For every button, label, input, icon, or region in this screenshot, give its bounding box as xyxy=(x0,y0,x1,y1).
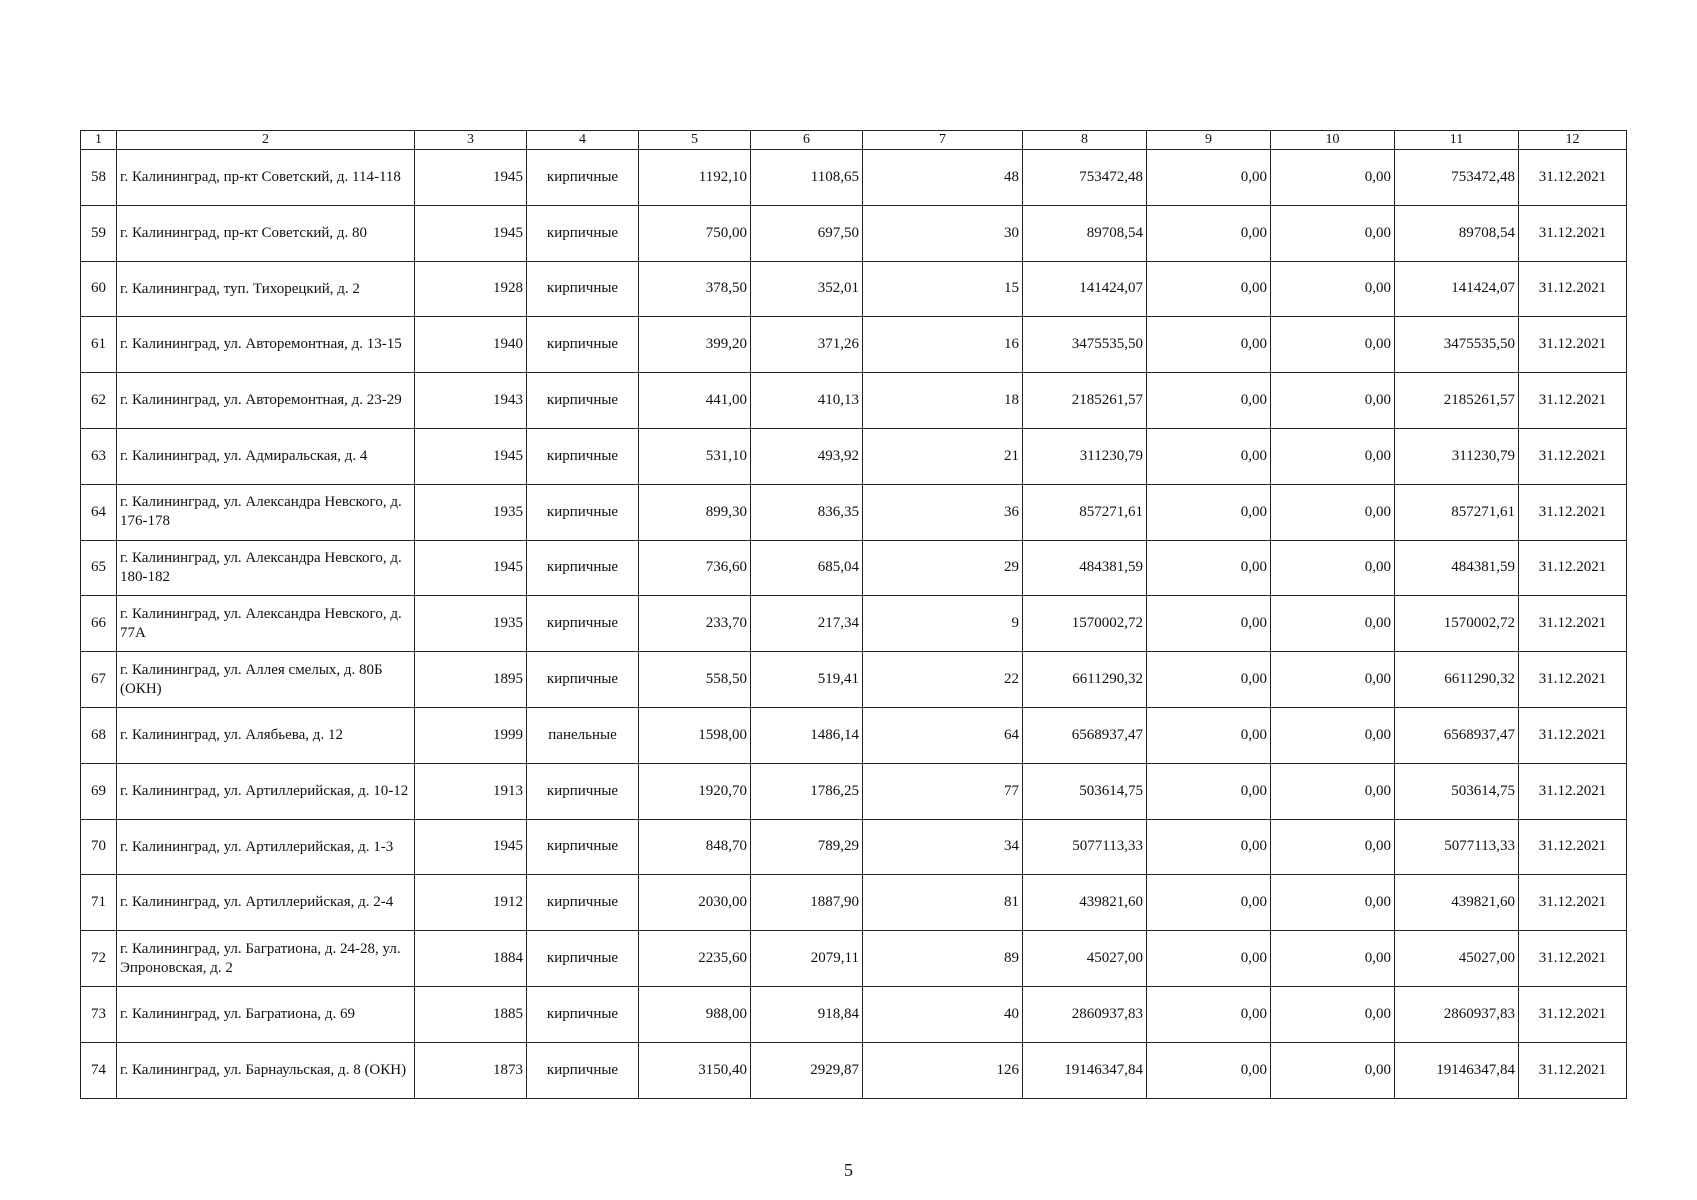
row-number-cell: 72 xyxy=(81,931,117,987)
housing-register-table xyxy=(80,130,1627,1099)
address-cell: г. Калининград, ул. Барнаульская, д. 8 (ОКН) xyxy=(117,1042,415,1098)
value-col-8-cell: 484381,59 xyxy=(1023,540,1147,596)
wall-material-cell: кирпичные xyxy=(527,540,639,596)
completion-date-cell: 31.12.2021 xyxy=(1519,373,1627,429)
row-number-cell: 64 xyxy=(81,484,117,540)
row-number-cell: 74 xyxy=(81,1042,117,1098)
completion-date-cell: 31.12.2021 xyxy=(1519,484,1627,540)
completion-date-cell: 31.12.2021 xyxy=(1519,986,1627,1042)
build-year-cell: 1885 xyxy=(415,986,527,1042)
address-cell: г. Калининград, ул. Александра Невского, д. 77А xyxy=(117,596,415,652)
value-col-5-cell: 233,70 xyxy=(639,596,751,652)
address-cell: г. Калининград, туп. Тихорецкий, д. 2 xyxy=(117,261,415,317)
wall-material-cell: кирпичные xyxy=(527,652,639,708)
value-col-10-cell: 0,00 xyxy=(1271,596,1395,652)
value-col-10-cell: 0,00 xyxy=(1271,261,1395,317)
build-year-cell: 1912 xyxy=(415,875,527,931)
build-year-cell: 1945 xyxy=(415,205,527,261)
value-col-11-cell: 2860937,83 xyxy=(1395,986,1519,1042)
table-row xyxy=(81,1042,1627,1098)
value-col-9-cell: 0,00 xyxy=(1147,205,1271,261)
wall-material-cell: кирпичные xyxy=(527,484,639,540)
build-year-cell: 1945 xyxy=(415,428,527,484)
value-col-8-cell: 857271,61 xyxy=(1023,484,1147,540)
row-number-cell: 71 xyxy=(81,875,117,931)
value-col-6-cell: 789,29 xyxy=(751,819,863,875)
value-col-7-cell: 21 xyxy=(863,428,1023,484)
value-col-9-cell: 0,00 xyxy=(1147,819,1271,875)
row-number-cell: 60 xyxy=(81,261,117,317)
value-col-8-cell: 311230,79 xyxy=(1023,428,1147,484)
table-row xyxy=(81,317,1627,373)
document-sheet xyxy=(80,130,1627,1099)
column-header-4: 4 xyxy=(527,131,639,150)
value-col-6-cell: 685,04 xyxy=(751,540,863,596)
build-year-cell: 1935 xyxy=(415,484,527,540)
value-col-10-cell: 0,00 xyxy=(1271,875,1395,931)
wall-material-cell: кирпичные xyxy=(527,261,639,317)
value-col-5-cell: 750,00 xyxy=(639,205,751,261)
value-col-8-cell: 503614,75 xyxy=(1023,763,1147,819)
value-col-11-cell: 1570002,72 xyxy=(1395,596,1519,652)
column-header-5: 5 xyxy=(639,131,751,150)
address-cell: г. Калининград, ул. Алябьева, д. 12 xyxy=(117,707,415,763)
column-header-9: 9 xyxy=(1147,131,1271,150)
row-number-cell: 58 xyxy=(81,150,117,206)
value-col-11-cell: 5077113,33 xyxy=(1395,819,1519,875)
value-col-11-cell: 484381,59 xyxy=(1395,540,1519,596)
value-col-5-cell: 1192,10 xyxy=(639,150,751,206)
wall-material-cell: панельные xyxy=(527,707,639,763)
table-row xyxy=(81,373,1627,429)
value-col-9-cell: 0,00 xyxy=(1147,150,1271,206)
value-col-7-cell: 48 xyxy=(863,150,1023,206)
build-year-cell: 1945 xyxy=(415,150,527,206)
address-cell: г. Калининград, ул. Авторемонтная, д. 23-29 xyxy=(117,373,415,429)
column-number-row xyxy=(81,131,1627,150)
value-col-9-cell: 0,00 xyxy=(1147,317,1271,373)
value-col-9-cell: 0,00 xyxy=(1147,763,1271,819)
address-cell: г. Калининград, пр-кт Советский, д. 80 xyxy=(117,205,415,261)
build-year-cell: 1884 xyxy=(415,931,527,987)
row-number-cell: 66 xyxy=(81,596,117,652)
completion-date-cell: 31.12.2021 xyxy=(1519,652,1627,708)
value-col-8-cell: 1570002,72 xyxy=(1023,596,1147,652)
value-col-5-cell: 3150,40 xyxy=(639,1042,751,1098)
value-col-5-cell: 2030,00 xyxy=(639,875,751,931)
table-row xyxy=(81,484,1627,540)
address-cell: г. Калининград, ул. Артиллерийская, д. 1-3 xyxy=(117,819,415,875)
value-col-10-cell: 0,00 xyxy=(1271,1042,1395,1098)
value-col-10-cell: 0,00 xyxy=(1271,707,1395,763)
build-year-cell: 1873 xyxy=(415,1042,527,1098)
value-col-8-cell: 141424,07 xyxy=(1023,261,1147,317)
wall-material-cell: кирпичные xyxy=(527,373,639,429)
address-cell: г. Калининград, пр-кт Советский, д. 114-118 xyxy=(117,150,415,206)
column-header-7: 7 xyxy=(863,131,1023,150)
value-col-8-cell: 3475535,50 xyxy=(1023,317,1147,373)
value-col-8-cell: 45027,00 xyxy=(1023,931,1147,987)
value-col-6-cell: 2079,11 xyxy=(751,931,863,987)
value-col-7-cell: 9 xyxy=(863,596,1023,652)
table-row xyxy=(81,428,1627,484)
value-col-5-cell: 378,50 xyxy=(639,261,751,317)
value-col-7-cell: 40 xyxy=(863,986,1023,1042)
address-cell: г. Калининград, ул. Артиллерийская, д. 2-4 xyxy=(117,875,415,931)
value-col-8-cell: 89708,54 xyxy=(1023,205,1147,261)
value-col-7-cell: 34 xyxy=(863,819,1023,875)
table-row xyxy=(81,540,1627,596)
build-year-cell: 1945 xyxy=(415,819,527,875)
value-col-9-cell: 0,00 xyxy=(1147,931,1271,987)
column-header-6: 6 xyxy=(751,131,863,150)
value-col-5-cell: 558,50 xyxy=(639,652,751,708)
row-number-cell: 65 xyxy=(81,540,117,596)
value-col-6-cell: 410,13 xyxy=(751,373,863,429)
row-number-cell: 70 xyxy=(81,819,117,875)
wall-material-cell: кирпичные xyxy=(527,317,639,373)
value-col-10-cell: 0,00 xyxy=(1271,205,1395,261)
row-number-cell: 63 xyxy=(81,428,117,484)
column-header-2: 2 xyxy=(117,131,415,150)
build-year-cell: 1895 xyxy=(415,652,527,708)
value-col-11-cell: 3475535,50 xyxy=(1395,317,1519,373)
value-col-5-cell: 899,30 xyxy=(639,484,751,540)
build-year-cell: 1943 xyxy=(415,373,527,429)
value-col-8-cell: 5077113,33 xyxy=(1023,819,1147,875)
wall-material-cell: кирпичные xyxy=(527,986,639,1042)
value-col-9-cell: 0,00 xyxy=(1147,373,1271,429)
completion-date-cell: 31.12.2021 xyxy=(1519,1042,1627,1098)
completion-date-cell: 31.12.2021 xyxy=(1519,150,1627,206)
value-col-10-cell: 0,00 xyxy=(1271,986,1395,1042)
row-number-cell: 67 xyxy=(81,652,117,708)
table-row xyxy=(81,596,1627,652)
value-col-9-cell: 0,00 xyxy=(1147,1042,1271,1098)
value-col-5-cell: 848,70 xyxy=(639,819,751,875)
table-row xyxy=(81,819,1627,875)
column-header-12: 12 xyxy=(1519,131,1627,150)
build-year-cell: 1913 xyxy=(415,763,527,819)
value-col-7-cell: 126 xyxy=(863,1042,1023,1098)
build-year-cell: 1928 xyxy=(415,261,527,317)
value-col-6-cell: 352,01 xyxy=(751,261,863,317)
value-col-7-cell: 81 xyxy=(863,875,1023,931)
row-number-cell: 68 xyxy=(81,707,117,763)
build-year-cell: 1945 xyxy=(415,540,527,596)
column-header-1: 1 xyxy=(81,131,117,150)
row-number-cell: 59 xyxy=(81,205,117,261)
value-col-10-cell: 0,00 xyxy=(1271,652,1395,708)
wall-material-cell: кирпичные xyxy=(527,819,639,875)
value-col-8-cell: 2860937,83 xyxy=(1023,986,1147,1042)
value-col-11-cell: 753472,48 xyxy=(1395,150,1519,206)
build-year-cell: 1940 xyxy=(415,317,527,373)
value-col-5-cell: 531,10 xyxy=(639,428,751,484)
value-col-6-cell: 2929,87 xyxy=(751,1042,863,1098)
address-cell: г. Калининград, ул. Багратиона, д. 69 xyxy=(117,986,415,1042)
table-row xyxy=(81,986,1627,1042)
value-col-11-cell: 6611290,32 xyxy=(1395,652,1519,708)
value-col-8-cell: 6611290,32 xyxy=(1023,652,1147,708)
value-col-10-cell: 0,00 xyxy=(1271,317,1395,373)
value-col-5-cell: 1920,70 xyxy=(639,763,751,819)
address-cell: г. Калининград, ул. Александра Невского, д. 180-182 xyxy=(117,540,415,596)
wall-material-cell: кирпичные xyxy=(527,763,639,819)
value-col-6-cell: 1108,65 xyxy=(751,150,863,206)
value-col-6-cell: 836,35 xyxy=(751,484,863,540)
column-header-11: 11 xyxy=(1395,131,1519,150)
value-col-11-cell: 141424,07 xyxy=(1395,261,1519,317)
wall-material-cell: кирпичные xyxy=(527,428,639,484)
value-col-6-cell: 217,34 xyxy=(751,596,863,652)
completion-date-cell: 31.12.2021 xyxy=(1519,428,1627,484)
address-cell: г. Калининград, ул. Багратиона, д. 24-28, ул. Эпроновская, д. 2 xyxy=(117,931,415,987)
table-row xyxy=(81,707,1627,763)
value-col-5-cell: 1598,00 xyxy=(639,707,751,763)
build-year-cell: 1935 xyxy=(415,596,527,652)
value-col-8-cell: 19146347,84 xyxy=(1023,1042,1147,1098)
value-col-8-cell: 753472,48 xyxy=(1023,150,1147,206)
wall-material-cell: кирпичные xyxy=(527,1042,639,1098)
table-row xyxy=(81,875,1627,931)
value-col-6-cell: 371,26 xyxy=(751,317,863,373)
value-col-10-cell: 0,00 xyxy=(1271,150,1395,206)
column-header-10: 10 xyxy=(1271,131,1395,150)
value-col-10-cell: 0,00 xyxy=(1271,819,1395,875)
value-col-7-cell: 15 xyxy=(863,261,1023,317)
value-col-6-cell: 1887,90 xyxy=(751,875,863,931)
value-col-7-cell: 22 xyxy=(863,652,1023,708)
wall-material-cell: кирпичные xyxy=(527,875,639,931)
value-col-5-cell: 441,00 xyxy=(639,373,751,429)
value-col-10-cell: 0,00 xyxy=(1271,373,1395,429)
table-row xyxy=(81,205,1627,261)
value-col-6-cell: 1486,14 xyxy=(751,707,863,763)
completion-date-cell: 31.12.2021 xyxy=(1519,540,1627,596)
completion-date-cell: 31.12.2021 xyxy=(1519,931,1627,987)
completion-date-cell: 31.12.2021 xyxy=(1519,317,1627,373)
value-col-6-cell: 493,92 xyxy=(751,428,863,484)
wall-material-cell: кирпичные xyxy=(527,596,639,652)
value-col-7-cell: 36 xyxy=(863,484,1023,540)
value-col-6-cell: 918,84 xyxy=(751,986,863,1042)
value-col-8-cell: 2185261,57 xyxy=(1023,373,1147,429)
value-col-6-cell: 519,41 xyxy=(751,652,863,708)
table-row xyxy=(81,652,1627,708)
completion-date-cell: 31.12.2021 xyxy=(1519,763,1627,819)
value-col-9-cell: 0,00 xyxy=(1147,428,1271,484)
value-col-11-cell: 311230,79 xyxy=(1395,428,1519,484)
value-col-7-cell: 77 xyxy=(863,763,1023,819)
value-col-9-cell: 0,00 xyxy=(1147,707,1271,763)
value-col-9-cell: 0,00 xyxy=(1147,484,1271,540)
row-number-cell: 73 xyxy=(81,986,117,1042)
value-col-7-cell: 18 xyxy=(863,373,1023,429)
build-year-cell: 1999 xyxy=(415,707,527,763)
value-col-11-cell: 2185261,57 xyxy=(1395,373,1519,429)
value-col-11-cell: 19146347,84 xyxy=(1395,1042,1519,1098)
column-header-8: 8 xyxy=(1023,131,1147,150)
wall-material-cell: кирпичные xyxy=(527,931,639,987)
value-col-9-cell: 0,00 xyxy=(1147,652,1271,708)
wall-material-cell: кирпичные xyxy=(527,150,639,206)
page-number: 5 xyxy=(844,1160,853,1180)
table-row xyxy=(81,150,1627,206)
value-col-11-cell: 503614,75 xyxy=(1395,763,1519,819)
value-col-9-cell: 0,00 xyxy=(1147,986,1271,1042)
value-col-9-cell: 0,00 xyxy=(1147,261,1271,317)
value-col-7-cell: 30 xyxy=(863,205,1023,261)
table-row xyxy=(81,763,1627,819)
value-col-5-cell: 736,60 xyxy=(639,540,751,596)
value-col-10-cell: 0,00 xyxy=(1271,540,1395,596)
value-col-7-cell: 29 xyxy=(863,540,1023,596)
column-header-3: 3 xyxy=(415,131,527,150)
completion-date-cell: 31.12.2021 xyxy=(1519,707,1627,763)
value-col-11-cell: 89708,54 xyxy=(1395,205,1519,261)
value-col-7-cell: 89 xyxy=(863,931,1023,987)
table-row xyxy=(81,261,1627,317)
value-col-8-cell: 6568937,47 xyxy=(1023,707,1147,763)
value-col-10-cell: 0,00 xyxy=(1271,763,1395,819)
value-col-10-cell: 0,00 xyxy=(1271,428,1395,484)
value-col-6-cell: 1786,25 xyxy=(751,763,863,819)
completion-date-cell: 31.12.2021 xyxy=(1519,819,1627,875)
row-number-cell: 61 xyxy=(81,317,117,373)
value-col-11-cell: 45027,00 xyxy=(1395,931,1519,987)
table-row xyxy=(81,931,1627,987)
completion-date-cell: 31.12.2021 xyxy=(1519,875,1627,931)
address-cell: г. Калининград, ул. Артиллерийская, д. 10-12 xyxy=(117,763,415,819)
completion-date-cell: 31.12.2021 xyxy=(1519,261,1627,317)
value-col-7-cell: 64 xyxy=(863,707,1023,763)
value-col-11-cell: 439821,60 xyxy=(1395,875,1519,931)
value-col-5-cell: 2235,60 xyxy=(639,931,751,987)
value-col-5-cell: 399,20 xyxy=(639,317,751,373)
wall-material-cell: кирпичные xyxy=(527,205,639,261)
row-number-cell: 69 xyxy=(81,763,117,819)
value-col-9-cell: 0,00 xyxy=(1147,596,1271,652)
value-col-9-cell: 0,00 xyxy=(1147,875,1271,931)
value-col-5-cell: 988,00 xyxy=(639,986,751,1042)
completion-date-cell: 31.12.2021 xyxy=(1519,205,1627,261)
value-col-7-cell: 16 xyxy=(863,317,1023,373)
address-cell: г. Калининград, ул. Адмиральская, д. 4 xyxy=(117,428,415,484)
value-col-11-cell: 857271,61 xyxy=(1395,484,1519,540)
value-col-10-cell: 0,00 xyxy=(1271,484,1395,540)
value-col-10-cell: 0,00 xyxy=(1271,931,1395,987)
value-col-11-cell: 6568937,47 xyxy=(1395,707,1519,763)
row-number-cell: 62 xyxy=(81,373,117,429)
table-body xyxy=(81,150,1627,1099)
value-col-8-cell: 439821,60 xyxy=(1023,875,1147,931)
address-cell: г. Калининград, ул. Александра Невского, д. 176-178 xyxy=(117,484,415,540)
address-cell: г. Калининград, ул. Аллея смелых, д. 80Б (ОКН) xyxy=(117,652,415,708)
completion-date-cell: 31.12.2021 xyxy=(1519,596,1627,652)
address-cell: г. Калининград, ул. Авторемонтная, д. 13-15 xyxy=(117,317,415,373)
value-col-6-cell: 697,50 xyxy=(751,205,863,261)
value-col-9-cell: 0,00 xyxy=(1147,540,1271,596)
